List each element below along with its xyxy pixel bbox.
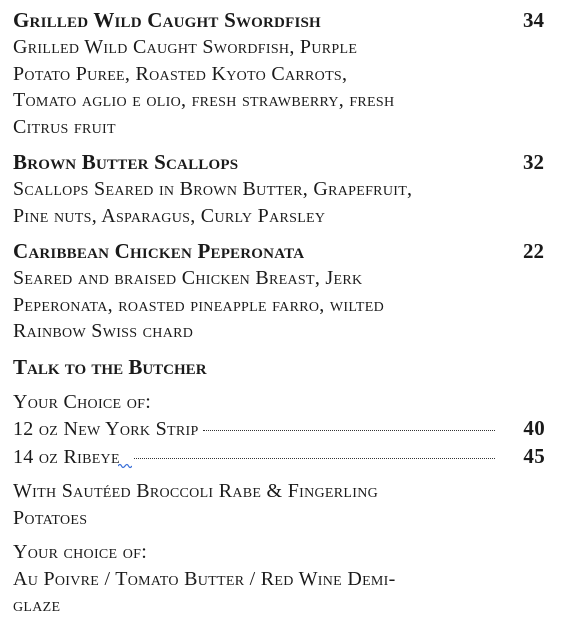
cut-label: 12 oz New York Strip — [13, 418, 199, 440]
menu-item-name: Grilled Wild Caught Swordfish — [13, 8, 321, 32]
description-line: Tomato aglio e olio, fresh strawberry, fresh — [13, 89, 395, 111]
menu-item-name: Caribbean Chicken Peperonata — [13, 239, 305, 263]
description-line: Grilled Wild Caught Swordfish, Purple — [13, 36, 358, 58]
cut-row — [13, 415, 545, 443]
sauce-line: glaze — [13, 594, 61, 616]
description-line: Citrus fruit — [13, 115, 116, 138]
section-title-butcher: Talk to the Butcher — [13, 354, 207, 379]
description-line: Seared and braised Chicken Breast, Jerk — [13, 267, 363, 289]
spellcheck-squiggle-icon — [120, 457, 134, 463]
dot-leader — [134, 458, 495, 459]
sauce-label: Your choice of: — [13, 541, 148, 563]
cut-label: 14 oz Ribeye — [13, 445, 120, 468]
description-line: Pine nuts, Asparagus, Curly Parsley — [13, 204, 326, 227]
dot-leader — [203, 430, 495, 431]
menu-item-description — [13, 176, 545, 229]
choice-label: Your Choice of: — [13, 390, 152, 413]
menu-item-price: 32 — [523, 150, 544, 174]
menu-item-price: 34 — [523, 8, 544, 32]
cut-price: 45 — [523, 443, 545, 468]
sides-line: Potatoes — [13, 506, 88, 529]
description-line: Potato Puree, Roasted Kyoto Carrots, — [13, 62, 348, 85]
menu-item-description — [13, 34, 545, 140]
menu-item-price: 22 — [523, 239, 544, 263]
cut-row — [13, 443, 545, 471]
sides-line: With Sautéed Broccoli Rabe & Fingerling — [13, 480, 379, 502]
description-line: Peperonata, roasted pineapple farro, wilted — [13, 293, 385, 316]
menu-item — [13, 150, 545, 229]
menu-item-header — [13, 8, 545, 34]
menu-item-name: Brown Butter Scallops — [13, 150, 239, 174]
menu-item-description — [13, 265, 545, 345]
menu-item — [13, 8, 545, 140]
menu-item-header — [13, 150, 545, 176]
cut-price: 40 — [523, 416, 545, 440]
description-line: Scallops Seared in Brown Butter, Grapefruit, — [13, 178, 413, 200]
menu-page — [13, 8, 545, 619]
menu-item-header — [13, 239, 545, 265]
description-line: Rainbow Swiss chard — [13, 320, 194, 342]
menu-item — [13, 239, 545, 345]
sauce-line: Au Poivre / Tomato Butter / Red Wine Demi- — [13, 567, 396, 590]
